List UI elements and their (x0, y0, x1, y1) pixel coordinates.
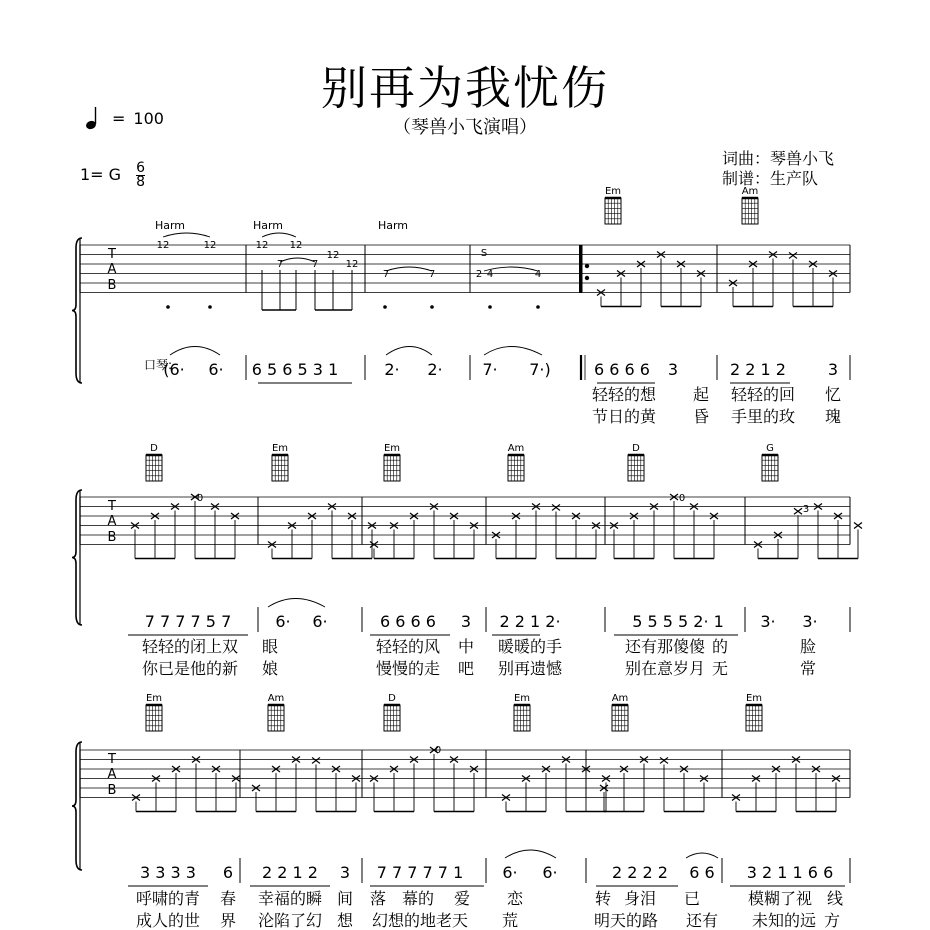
chord-name: D (150, 443, 158, 454)
lyric: 还有 (685, 911, 719, 930)
jianpu-note: 6 6 (689, 863, 715, 882)
jianpu-note: 3 2 1 1 6 6 (746, 863, 834, 882)
lyric: 还有那傻傻 (624, 637, 706, 656)
lyric: 幕的 (401, 889, 435, 908)
tab-number: 12 (326, 250, 340, 261)
jianpu-note: 2· (427, 360, 443, 379)
tie (686, 853, 718, 858)
chord-name: Em (383, 443, 401, 454)
lyric: 起 (692, 385, 710, 404)
tie (386, 267, 432, 271)
repeat-barline (579, 245, 582, 293)
chord-diagram (384, 455, 400, 481)
jianpu-note: 6 6 6 6 (380, 612, 436, 631)
lyric: 眼 (261, 637, 279, 656)
lyric: 别在意岁月 (624, 659, 706, 678)
lyric: 忆 (824, 385, 842, 404)
time-sig-top: 6 (136, 160, 146, 176)
lyric: 中 (457, 637, 475, 656)
tab-number: 7 (382, 269, 390, 280)
jianpu-note: 6· (312, 612, 328, 631)
chord-name: Em (513, 693, 531, 704)
tab-number: 12 (203, 240, 217, 251)
chord-diagram (742, 198, 758, 224)
chord-name: Am (267, 693, 285, 704)
chord-diagram (508, 455, 524, 481)
time-sig-bottom: 8 (136, 174, 146, 190)
lyric: 未知的远 (751, 911, 817, 930)
tab-number: 3 (802, 504, 810, 515)
key-text: 1= G (80, 165, 122, 184)
jianpu-note: 6· (275, 612, 291, 631)
chord-diagram (514, 705, 530, 731)
lyric: 吧 (457, 659, 475, 678)
lyric: 转 (594, 889, 612, 908)
stem-dot (208, 305, 212, 309)
lyric: 爱 (453, 889, 471, 908)
lyric: 无 (711, 659, 729, 678)
tab-number: 12 (345, 259, 359, 270)
chord-diagram (628, 455, 644, 481)
lyric: 昏 (692, 407, 710, 426)
chord-name: D (388, 693, 396, 704)
tab-number: 4 (534, 269, 542, 280)
chord-diagram (146, 705, 162, 731)
jianpu-note: 3· (760, 612, 776, 631)
tie (268, 599, 325, 608)
chord-diagram (272, 455, 288, 481)
tab-number: 7 (428, 269, 436, 280)
jianpu-note: 6· (502, 863, 518, 882)
tab-number: 0 (196, 493, 204, 504)
jianpu-note: 5 5 5 5 2· 1 (632, 612, 724, 631)
lyric: 的 (711, 637, 729, 656)
lyric: 落 (369, 889, 387, 908)
credit-transcriber: 制谱：生产队 (722, 169, 819, 188)
jianpu-note: 7· (482, 360, 498, 379)
harmonica-label: 口琴: (143, 358, 173, 372)
lyric: 想 (336, 911, 354, 930)
lyric: 别再遗憾 (497, 659, 563, 678)
tab-number: 0 (678, 493, 686, 504)
lyric: 轻轻的风 (375, 637, 441, 656)
lyric: 轻轻的想 (591, 385, 657, 404)
credit-lyricist-composer: 词曲：琴兽小飞 (722, 149, 835, 168)
jianpu-note: 2 2 1 2· (499, 612, 561, 631)
chord-diagram (762, 455, 778, 481)
stem-dot (383, 305, 387, 309)
lyric: 你已是他的新 (141, 659, 239, 678)
chord-diagram (605, 198, 621, 224)
chord-name: Em (145, 693, 163, 704)
chord-name: D (632, 443, 640, 454)
jianpu-note: 7 7 7 7 5 7 (144, 612, 232, 631)
lyric: 成人的世 (135, 911, 201, 930)
stem-dot (536, 305, 540, 309)
lyric: 身泪 (623, 889, 657, 908)
song-subtitle: （琴兽小飞演唱） (393, 117, 537, 138)
lyric: 脸 (799, 637, 817, 656)
tie (386, 347, 432, 356)
lyric: 幻想的地老天 (371, 911, 469, 930)
stem-dot (488, 305, 492, 309)
chord-name: Am (507, 443, 525, 454)
jianpu-note: 3 (827, 360, 839, 379)
harm-label: Harm (154, 219, 186, 232)
lyric: 线 (826, 889, 844, 908)
lyric: 荒 (501, 911, 519, 930)
tab-number: 7 (311, 259, 319, 270)
stem-dot (430, 305, 434, 309)
lyric: 模糊了视 (747, 889, 813, 908)
jianpu-note: 3 (460, 612, 472, 631)
chord-diagram (146, 455, 162, 481)
jianpu-note: 2 2 2 2 (612, 863, 668, 882)
chord-name: Am (611, 693, 629, 704)
chord-diagram (268, 705, 284, 731)
chord-diagram (384, 705, 400, 731)
jianpu-note: 2· (384, 360, 400, 379)
harm-label: Harm (377, 219, 409, 232)
lyric: 暖暖的手 (497, 637, 563, 656)
tab-number: 0 (434, 745, 442, 756)
tab-letter-a: A (107, 514, 117, 529)
jianpu-note: 3 (339, 863, 351, 882)
lyric: 手里的玫 (730, 407, 796, 426)
tab-number: 12 (289, 240, 303, 251)
jianpu-note: 6· (542, 863, 558, 882)
lyric: 已 (683, 889, 701, 908)
repeat-dot (585, 264, 589, 268)
tab-number: S (480, 248, 488, 259)
stem-dot (166, 305, 170, 309)
tab-number: 12 (156, 240, 170, 251)
lyric: 春 (219, 889, 237, 908)
tie (280, 258, 315, 262)
lyric: 轻轻的闭上双 (141, 637, 239, 656)
tempo-eq: = (112, 108, 126, 128)
jianpu-note: 3 3 3 3 (140, 863, 196, 882)
jianpu-note: 2 2 1 2 (730, 360, 786, 379)
tempo-value: 100 (133, 108, 164, 128)
lyric: 幸福的瞬 (257, 889, 323, 908)
lyric: 间 (336, 889, 354, 908)
chord-diagram (612, 705, 628, 731)
lyric: 方 (823, 911, 841, 930)
jianpu-note: 3· (802, 612, 818, 631)
tab-number: 12 (255, 240, 269, 251)
jianpu-note: 6 6 6 6 (594, 360, 650, 379)
jianpu-note: (6· (163, 360, 185, 379)
harm-label: Harm (252, 219, 284, 232)
tab-letter-a: A (107, 767, 117, 782)
lyric: 瑰 (824, 407, 842, 426)
lyric: 节日的黄 (591, 407, 657, 426)
chord-name: Em (271, 443, 289, 454)
jianpu-note: 6· (208, 360, 224, 379)
lyric: 常 (799, 659, 817, 678)
jianpu-note: 7·) (529, 360, 551, 379)
tie (262, 233, 296, 237)
tab-number: 7 (276, 259, 284, 270)
lyric: 呼啸的青 (135, 889, 201, 908)
chord-name: G (766, 443, 774, 454)
chord-name: Em (745, 693, 763, 704)
jianpu-note: 6 5 6 5 3 1 (251, 360, 339, 379)
tie (170, 347, 220, 356)
lyric: 慢慢的走 (375, 659, 441, 678)
tab-letter-b: B (107, 783, 117, 798)
lyric: 恋 (506, 889, 524, 908)
tab-letter-a: A (107, 262, 117, 277)
repeat-dot (585, 276, 589, 280)
tie (505, 850, 556, 858)
tab-letter-t: T (108, 247, 116, 262)
tab-number: 4 (486, 269, 494, 280)
chord-name: Em (604, 186, 622, 197)
jianpu-note: 3 (667, 360, 679, 379)
lyric: 轻轻的回 (730, 385, 796, 404)
tab-letter-b: B (107, 530, 117, 545)
song-title: 别再为我忧伤 (321, 61, 609, 115)
lyric: 界 (219, 911, 237, 930)
tab-letter-t: T (108, 499, 116, 514)
tab-letter-b: B (107, 278, 117, 293)
tie (163, 233, 210, 237)
jianpu-note: 2 2 1 2 (262, 863, 318, 882)
jianpu-note: 7 7 7 7 7 1 (376, 863, 464, 882)
jianpu-note: 6 (222, 863, 234, 882)
lyric: 明天的路 (593, 911, 659, 930)
lyric: 沦陷了幻 (257, 911, 323, 930)
chord-name: Am (741, 186, 759, 197)
tie (484, 347, 542, 356)
tab-letter-t: T (108, 752, 116, 767)
lyric: 娘 (261, 659, 279, 678)
tab-number: 2 (475, 269, 483, 280)
chord-diagram (746, 705, 762, 731)
